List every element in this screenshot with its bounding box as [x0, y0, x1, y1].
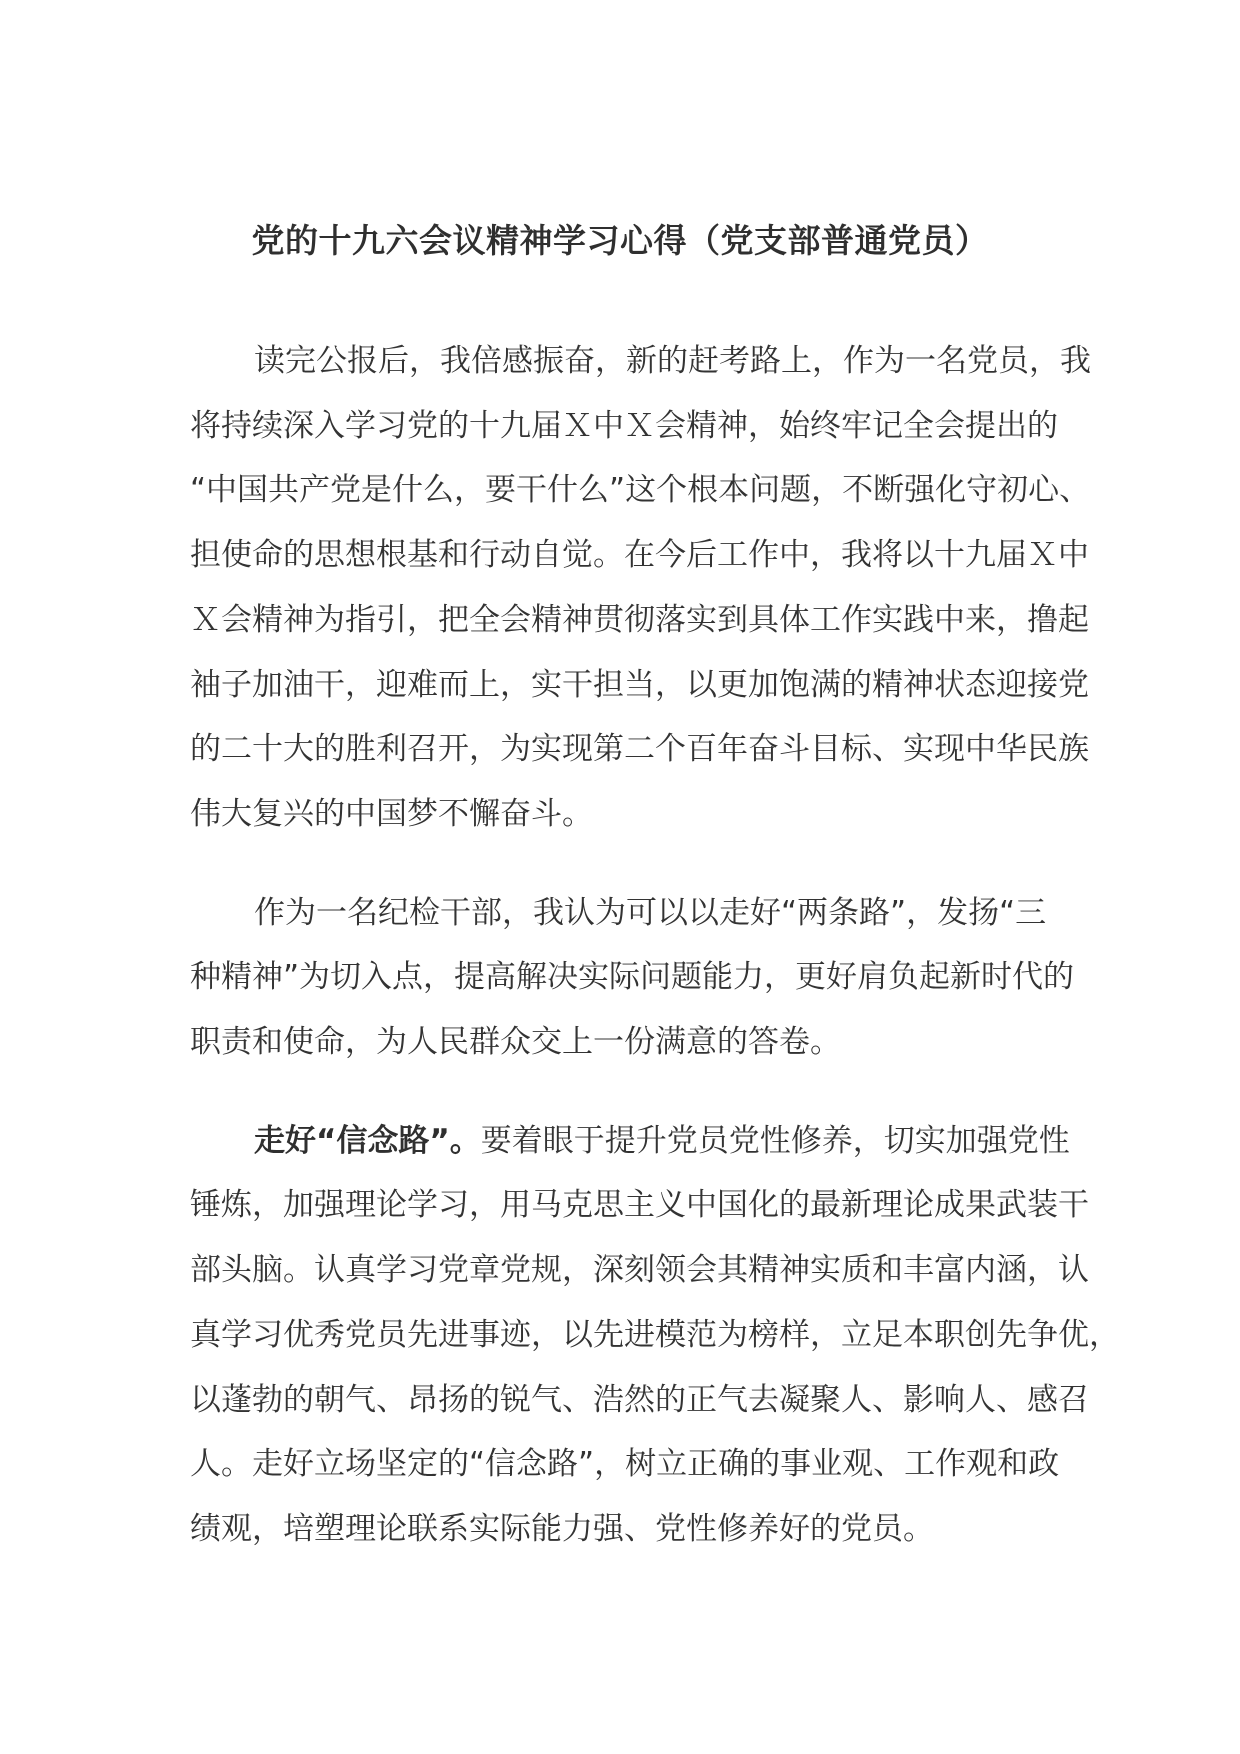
document-body: [190, 329, 1120, 1596]
paragraph-1: 读完公报后，我倍感振奋，新的赶考路上，作为一名党员，我 将持续深入学习党的十九届Ｘ中Ｘ会精神，始终牢记全会提出的 “中国共产党是什么，要干什么”这个根本问题，不断强化守初心、 担使命的思想根基和行动自觉。在今后工作中，我将以十九届Ｘ中 Ｘ会精神为指引，把全会精神贯彻落实到具体工作实践中来，撸起 袖子加油干，迎难而上，实干担当，以更加饱满的精神状态迎接党 的二十大的胜利召开，为实现第二个百年奋斗目标、实现中华民族 伟大复兴的中国梦不懈奋斗。: [190, 343, 1091, 832]
paragraph-3-text: 要着眼于提升党员党性修养，切实加强党性 锤炼，加强理论学习，用马克思主义中国化的最新理论成果武装干 部头脑。认真学习党章党规，深刻领会其精神实质和丰富内涵，认 真学习优秀党员先进事迹，以先进模范为榜样，立足本职创先争优， 以蓬勃的朝气、昂扬的锐气、浩然的正气去凝聚人、影响人、感召 人。走好立场坚定的“信念路”，树立正确的事业观、工作观和政 绩观，培塑理论联系实际能力强、党性修养好的党员。: [190, 1122, 1120, 1547]
document-title: 党的十九六会议精神学习心得（党支部普通党员）: [251, 221, 989, 260]
paragraph-2: 作为一名纪检干部，我认为可以以走好“两条路”，发扬“三 种精神”为切入点，提高解决实际问题能力，更好肩负起新时代的 职责和使命，为人民群众交上一份满意的答卷。: [190, 894, 1075, 1061]
paragraph-3: [190, 1109, 1120, 1562]
paragraph-3-lead-heading: 走好“信念路”。: [254, 1122, 481, 1159]
